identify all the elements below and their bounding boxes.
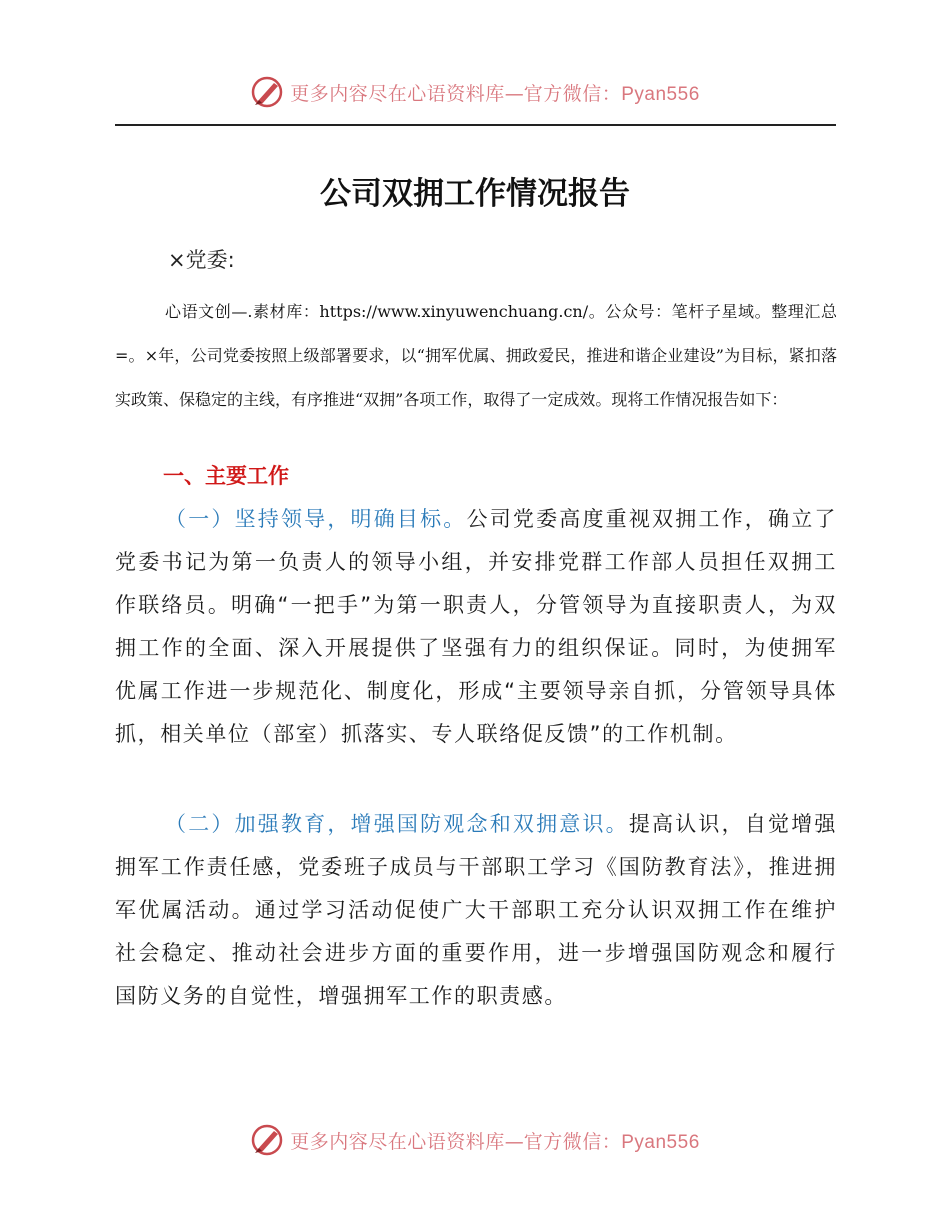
salutation: ×党委: [168,248,235,272]
banner-text: 更多内容尽在心语资料库— 官方微信：Pyan556 [290,82,700,105]
paragraph-2-lead: （二）加强教育，增强国防观念和双拥意识。 [165,812,629,836]
header-banner [0,70,950,114]
footer-banner [0,1118,950,1162]
paragraph-1-body: 公司党委高度重视双拥工作，确立了党委书记为第一负责人的领导小组，并安排党群工作部人员担任双拥工作联络员。明确“一把手”为第一职责人，分管领导为直接职责人，为双拥工作的全面、深入开展提供了坚强有力的组织保证。同时，为使拥军优属工作进一步规范化、制度化，形成“主要领导亲自抓，分管领导具体抓，相关单位（部室）抓落实、专人联络促反馈”的工作机制。 [115,507,837,746]
paragraph-1-lead: （一）坚持领导，明确目标。 [165,507,467,531]
section-heading: 一、主要工作 [163,464,289,488]
paragraph-2 [115,803,837,1018]
document-title: 公司双拥工作情况报告 [320,176,630,212]
banner-text: 更多内容尽在心语资料库— 官方微信：Pyan556 [290,1130,700,1153]
paragraph-1 [115,498,837,756]
pen-logo-icon [250,75,284,109]
paragraph-2-body: 提高认识，自觉增强拥军工作责任感，党委班子成员与干部职工学习《国防教育法》，推进拥军优属活动。通过学习活动促使广大干部职工充分认识双拥工作在维护社会稳定、推动社会进步方面的重要作用，进一步增强国防观念和履行国防义务的自觉性，增强拥军工作的职责感。 [115,812,837,1008]
intro-paragraph: 心语文创—.素材库：https://www.xinyuwenchuang.cn/。公众号：笔杆子星域。整理汇总=。×年，公司党委按照上级部署要求，以“拥军优属、拥政爱民，推进和谐企业建设”为目标，紧扣落实政策、保稳定的主线，有序推进“双拥”各项工作，取得了一定成效。现将工作情况报告如下： [115,302,837,409]
header-rule [115,124,836,126]
pen-logo-icon [250,1123,284,1157]
